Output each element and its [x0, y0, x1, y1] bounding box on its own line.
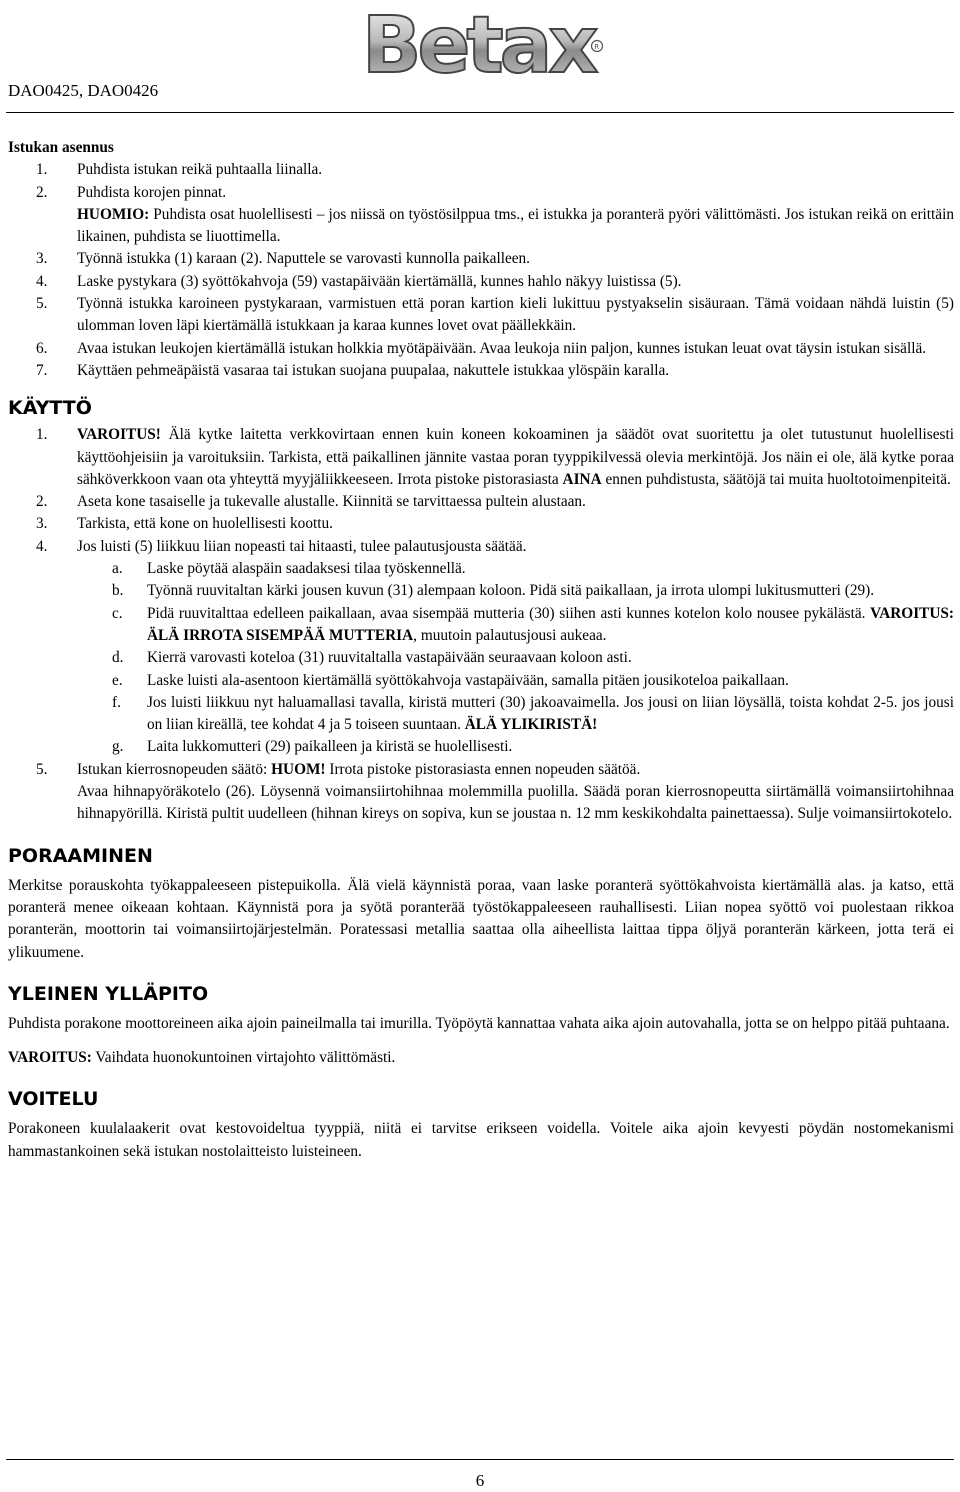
list-item: 6. Avaa istukan leukojen kiertämällä istukan holkkia myötäpäivään. Avaa leukoja niin paljon, kunnes istukan leuat ovat täysin istukan sisällä. — [36, 339, 927, 357]
list-item: 2. Puhdista korojen pinnat. — [36, 183, 227, 201]
sub-list-item: d. Kierrä varovasti koteloa (31) ruuvitaltalla vastapäivään seuraavaan koloon asti. — [112, 649, 632, 667]
section-title-poraaminen: PORAAMINEN — [8, 844, 153, 867]
sub-list-item: b. Työnnä ruuvitaltan kärki jousen kuvun (31) alempaan koloon. Pidä sitä paikallaan, ja irrota ulompi lukitusmutteri (29). — [112, 582, 875, 600]
section-title-yleinen-yllapito: YLEINEN YLLÄPITO — [8, 982, 209, 1005]
document-code: DAO0425, DAO0426 — [8, 81, 159, 100]
sub-list-item: c. Pidä ruuvitalttaa edelleen paikallaan, avaa sisempää mutteria (30) siihen asti kunnes kotelon kolo nousee pykälästä. VAROITUS: ÄLÄ IRROTA SISEMPÄÄ MUTTERIA, muutoin palautusjousi aukeaa. — [112, 604, 954, 644]
note-paragraph: HUOMIO: Puhdista osat huolellisesti – jos niissä on työstösilppua tms., ei istukka ja poranterä pyöri välittömästi. Jos istukan reikä on erittäin likainen, puhdista se liuottimella. — [77, 205, 954, 246]
page-number: 6 — [475, 1471, 485, 1490]
sub-list-item: e. Laske luisti ala-asentoon kiertämällä syöttökahvoja vastapäivään, samalla pitäen jousikoteloa paikallaan. — [112, 671, 789, 689]
list-item: 5. Istukan kierrosnopeuden säätö: HUOM! Irrota pistoke pistorasiasta ennen nopeuden säätöä. — [36, 760, 641, 778]
warning-paragraph: VAROITUS: Vaihdata huonokuntoinen virtajohto välittömästi. — [8, 1049, 396, 1067]
list-item: 4. Laske pystykara (3) syöttökahvoja (59) vastapäivään kiertämällä, kunnes hahlo näkyy luistissa (5). — [36, 272, 682, 290]
section-title-kaytto: KÄYTTÖ — [8, 397, 92, 420]
list-item-continuation: Avaa hihnapyöräkotelo (26). Löysennä voimansiirtohihnaa molemmilla puolilla. Säädä poran kierrosnopeutta siirtämällä voimansiirtohihnaa hihnapyörillä. Kiristä pultit uudelleen (hihnan kireys on sopiva, kun se joustaa n. 12 mm keskikohdalta painettaessa). Sulje voimansiirtokotelo. — [77, 783, 954, 823]
paragraph-voitelu: Porakoneen kuulalaakerit ovat kestovoideltua tyyppiä, niitä ei tarvitse erikseen voidella. Voitele aika ajoin kevyesti pöydän nostomekanismi hammastankoinen sekä istukan nostolaitteisto luisteineen. — [8, 1120, 954, 1160]
footer-divider — [6, 1459, 954, 1460]
document-body — [8, 137, 954, 1163]
header-divider — [6, 112, 954, 113]
paragraph-poraaminen: Merkitse porauskohta työkappaleeseen pistepuikolla. Älä vielä käynnistä poraa, vaan laske poranterä syöttökahvoista kiertämällä alas. ja katso, että poranterä menee oikeaan kohtaan. Käynnistä pora ja syötä poranterää työstökappaleeseen rauhallisesti. Liian nopea syöttö voi puolestaan rikkoa poranterän, moottorin tai voimansiirtojärjestelmän. Poratessasi metallia saattaa olla aiheellista laittaa tippa öljyä poranterän kärkeen, jotta terä ei ylikuumene. — [8, 876, 954, 961]
list-item: 7. Käyttäen pehmeäpäistä vasaraa tai istukan suojana puupalaa, nakuttele istukkaa ylöspäin karalla. — [36, 361, 670, 379]
sub-list-item: g. Laita lukkomutteri (29) paikalleen ja kiristä se huolellisesti. — [112, 738, 513, 756]
list-item: 5. Työnnä istukka karoineen pystykaraan, varmistuen että poran kartion kieli lukittuu pystyakselin sisäuraan. Tämä voidaan nähdä luistin (5) ulomman loven läpi kiertämällä istukkaan ja karaa kunnes lovet ovat päällekkäin. — [36, 295, 954, 335]
paragraph-yleinen-yllapito: Puhdista porakone moottoreineen aika ajoin paineilmalla tai imurilla. Työpöytä kannattaa vahata aika ajoin autovahalla, jotta se on helppo pitää puhtaana. — [8, 1014, 950, 1032]
list-item: 2. Aseta kone tasaiselle ja tukevalle alustalle. Kiinnitä se tarvittaessa pultein alustaan. — [36, 493, 586, 511]
list-item: 3. Tarkista, että kone on huolellisesti koottu. — [36, 515, 333, 533]
section-title-istukan-asennus: Istukan asennus — [8, 139, 114, 156]
sub-list-item: f. Jos luisti liikkuu nyt haluamallasi tavalla, kiristä mutteri (30) jakoavaimella. Jos jousi on liian löysällä, toista kohdat 2-5. jos jousi on liian kireällä, tee kohdat 4 ja 5 toiseen suuntaan. ÄLÄ YLIKIRISTÄ! — [112, 693, 954, 734]
betax-logo — [356, 2, 606, 86]
svg-text:R: R — [594, 43, 600, 51]
section-title-voitelu: VOITELU — [8, 1088, 99, 1111]
list-item: 1. VAROITUS! Älä kytke laitetta verkkovirtaan ennen kuin koneen kokoaminen ja säädöt ovat suoritettu ja olet tutustunut huolellisesti käyttöohjeisiin ja varoituksiin. Tarkista, että paikallinen jännite vastaa poran tyyppikilvessä olevia merkintöjä. Jos näin ei ole, älä kytke poraa sähköverkkoon vaan ota yhteyttä myyjäliikkeeseen. Irrota pistoke pistorasiasta AINA ennen puhdistusta, säätöjä tai muita huoltotoimenpiteitä. — [36, 426, 954, 488]
list-item: 3. Työnnä istukka (1) karaan (2). Naputtele se varovasti kunnolla paikalleen. — [36, 250, 531, 268]
sub-list-item: a. Laske pöytää alaspäin saadaksesi tilaa työskennellä. — [112, 560, 466, 578]
list-item: 4. Jos luisti (5) liikkuu liian nopeasti tai hitaasti, tulee palautusjousta säätää. — [36, 537, 527, 555]
logo-text: Betax — [362, 2, 595, 86]
list-item: 1. Puhdista istukan reikä puhtaalla liinalla. — [36, 161, 323, 179]
